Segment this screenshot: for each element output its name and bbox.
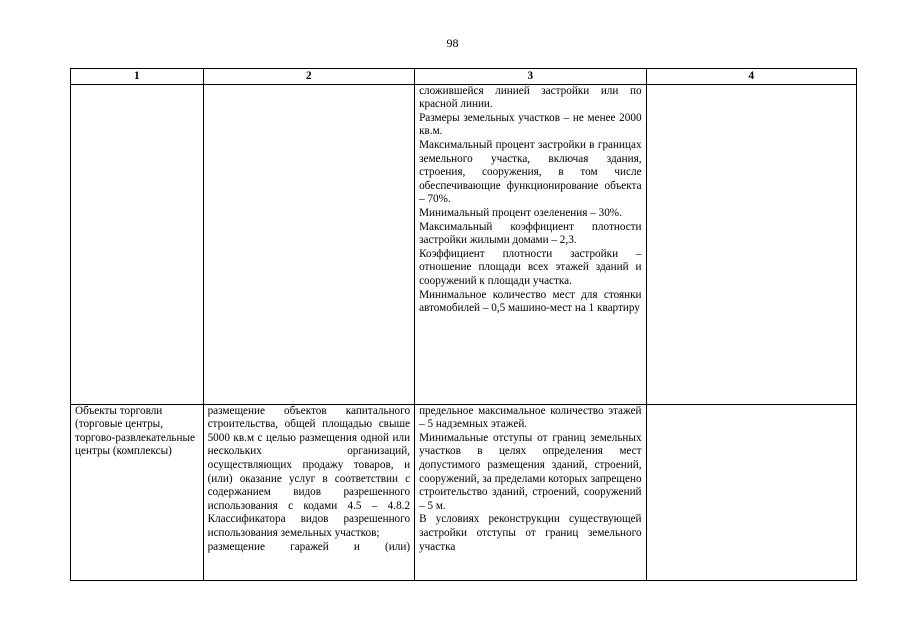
paragraph: Максимальный процент застройки в границах земельного участка, включая здания, строения, сооружения, в том числе обеспечивающие функционирование объекта – 70%.: [419, 138, 642, 206]
object-type-label: Объекты торговли (торговые центры, торгово-развлекательные центры (комплексы): [75, 404, 195, 458]
table-row: [71, 404, 857, 580]
row1-col4-cell: [646, 84, 856, 404]
row2-col1-cell: [71, 404, 204, 580]
zoning-table: [70, 68, 857, 581]
paragraph: Минимальное количество мест для стоянки автомобилей – 0,5 машино-мест на 1 квартиру: [419, 288, 642, 315]
row1-col2-cell: [203, 84, 414, 404]
row2-col2-cell: [203, 404, 414, 580]
paragraph: размещение гаражей и (или): [207, 540, 411, 553]
paragraph: размещение объектов капитального строительства, общей площадью свыше 5000 кв.м с целью размещения одной или нескольких организаций, осуществляющих продажу товаров, и (или) оказание услуг в соответствии с содержанием видов разрешенного использования с кодами 4.5 – 4.8.2 Классификатора видов разрешенного использования земельных участков;: [207, 404, 411, 539]
paragraph: Минимальные отступы от границ земельных участков в целях определения мест допустимого размещения зданий, строений, сооружений, за пределами которых запрещено строительство зданий, строений, сооружений – 5 м.: [419, 431, 642, 512]
column-header-3: 3: [415, 69, 646, 85]
paragraph: Минимальный процент озеленения – 30%.: [419, 206, 622, 219]
paragraph: предельное максимальное количество этажей – 5 надземных этажей.: [419, 404, 642, 431]
row2-col4-cell: [646, 404, 856, 580]
paragraph: Максимальный коэффициент плотности застройки жилыми домами – 2,3.: [419, 220, 642, 247]
paragraph: Размеры земельных участков – не менее 2000 кв.м.: [419, 111, 642, 138]
paragraph: Коэффициент плотности застройки – отношение площади всех этажей зданий и сооружений к площади участка.: [419, 247, 642, 287]
paragraph: сложившейся линией застройки или по красной линии.: [419, 84, 642, 111]
page-number: 98: [446, 36, 459, 50]
column-header-1: 1: [71, 69, 204, 85]
table-row: [71, 84, 857, 404]
table-header-row: [71, 69, 857, 85]
paragraph: В условиях реконструкции существующей застройки отступы от границ земельного участка: [419, 513, 642, 553]
column-header-4: 4: [646, 69, 856, 85]
row2-col3-cell: [415, 404, 646, 580]
row1-col3-cell: [415, 84, 646, 404]
row1-col1-cell: [71, 84, 204, 404]
column-header-2: 2: [203, 69, 414, 85]
